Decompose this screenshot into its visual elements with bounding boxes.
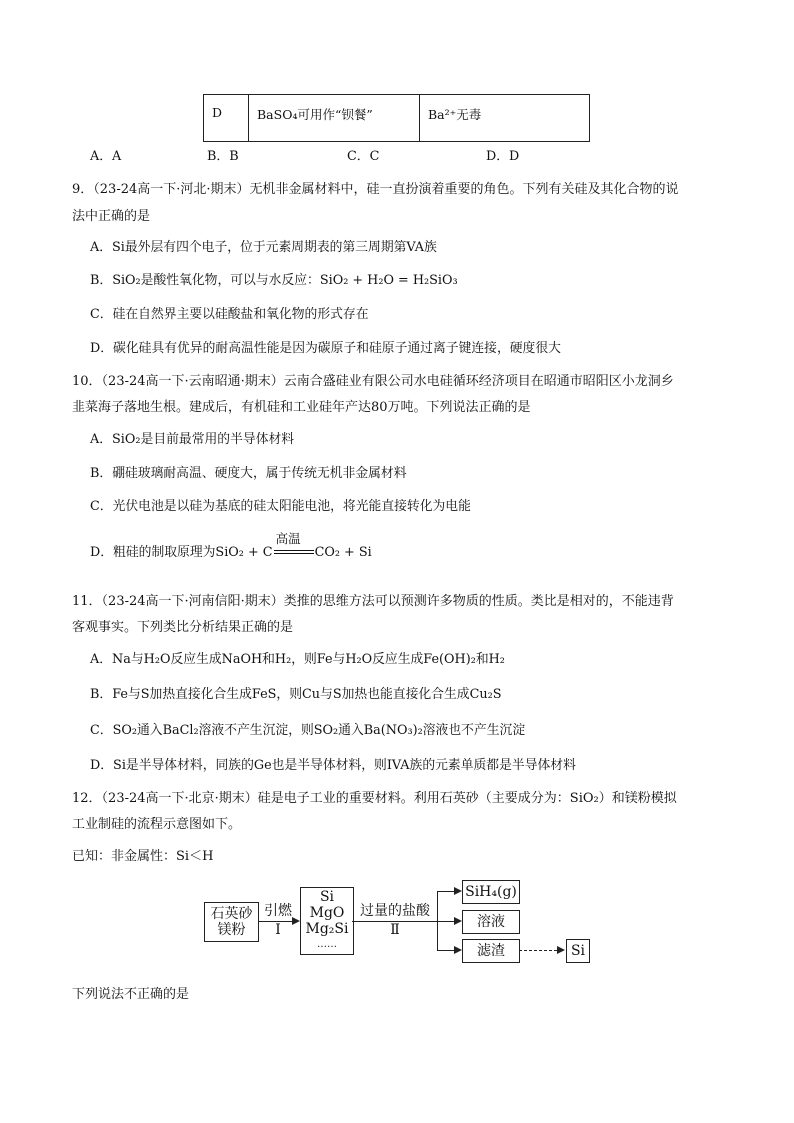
mixture-mgo: MgO (309, 905, 345, 921)
question-9-stem-cont: 法中正确的是 (72, 209, 151, 224)
arrowhead (454, 946, 462, 954)
input-quartz-sand: 石英砂 (210, 906, 253, 922)
output-silane-box: SiH₄(g) (462, 880, 520, 904)
q10-option-b: B．硼硅玻璃耐高温、硬度大，属于传统无机非金属材料 (90, 466, 407, 481)
equation-right: CO₂ + Si (314, 545, 372, 560)
option-c: C．C (347, 149, 380, 164)
q10-option-c: C．光伏电池是以硅为基底的硅太阳能电池，将光能直接转化为电能 (90, 499, 471, 514)
q10-option-d (90, 530, 372, 560)
final-si-box: Si (566, 939, 590, 963)
question-10-stem: 10．（23-24高一下·云南昭通·期末）云南合盛硅业有限公司水电硅循环经济项目在昭通市昭阳区小龙洞乡 (72, 374, 674, 389)
q10-option-a: A．SiO₂是目前最常用的半导体材料 (90, 432, 295, 447)
equals-sign (274, 550, 314, 551)
equation-left: D．粗硅的制取原理为SiO₂ + C (90, 545, 273, 560)
condition-text: 高温 (275, 530, 301, 546)
mixture-ellipsis: …… (317, 939, 337, 950)
answer-table (203, 94, 590, 142)
reaction-condition (274, 530, 314, 560)
question-9-stem: 9．（23-24高一下·河北·期末）无机非金属材料中，硅一直扮演着重要的角色。下列有关硅及其化合物的说 (72, 182, 679, 197)
arrow-branch-2 (437, 921, 454, 922)
arrow-branch-3 (437, 950, 454, 951)
arrowhead (454, 887, 462, 895)
equals-sign (274, 553, 314, 554)
product-mixture-box (300, 887, 354, 955)
input-box (204, 902, 259, 942)
question-11-stem: 11．（23-24高一下·河南信阳·期末）类推的思维方法可以预测许多物质的性质。类比是相对的，不能违背 (72, 594, 674, 609)
q9-option-a: A．Si最外层有四个电子，位于元素周期表的第三周期第VA族 (90, 240, 437, 255)
output-residue-box: 滤渣 (462, 939, 520, 963)
table-cell: D (204, 95, 249, 142)
mixture-mg2si: Mg₂Si (305, 921, 349, 937)
q11-option-a: A．Na与H₂O反应生成NaOH和H₂，则Fe与H₂O反应生成Fe(OH)₂和H₂ (90, 652, 505, 667)
question-12-stem: 12．（23-24高一下·北京·期末）硅是电子工业的重要材料。利用石英砂（主要成分为：SiO₂）和镁粉模拟 (72, 791, 677, 806)
option-b: B．B (207, 149, 239, 164)
q11-option-d: D．Si是半导体材料，同族的Ge也是半导体材料，则IVA族的元素单质都是半导体材料 (90, 758, 576, 773)
q11-option-c: C．SO₂通入BaCl₂溶液不产生沉淀，则SO₂通入Ba(NO₃)₂溶液也不产生沉淀 (90, 723, 526, 738)
question-10-stem-cont: 韭菜海子落地生根。建成后，有机硅和工业硅年产达80万吨。下列说法正确的是 (72, 400, 531, 415)
dashed-arrow (519, 950, 557, 951)
q9-option-c: C．硅在自然界主要以硅酸盐和氧化物的形式存在 (90, 307, 369, 322)
question-11-stem-cont: 客观事实。下列类比分析结果正确的是 (72, 620, 294, 635)
arrowhead (454, 917, 462, 925)
input-magnesium-powder: 镁粉 (217, 922, 246, 938)
table-row (204, 95, 590, 142)
table-cell: Ba²⁺无毒 (420, 95, 590, 142)
step1-number: Ⅰ (275, 922, 281, 938)
question-12-prompt: 下列说法不正确的是 (72, 987, 190, 1002)
q11-option-b: B．Fe与S加热直接化合生成FeS，则Cu与S加热也能直接化合生成Cu₂S (90, 687, 502, 702)
step2-number: Ⅱ (390, 922, 400, 938)
step2-label: 过量的盐酸 (360, 903, 430, 919)
q9-option-d: D．碳化硅具有优异的耐高温性能是因为碳原子和硅原子通过离子键连接，硬度很大 (90, 341, 561, 356)
mixture-si: Si (319, 889, 335, 905)
table-cell: BaSO₄可用作“钡餐” (249, 95, 420, 142)
option-d: D．D (486, 149, 520, 164)
arrowhead (557, 946, 565, 954)
known-condition: 已知：非金属性：Si＜H (72, 849, 214, 864)
step1-label: 引燃 (264, 903, 292, 919)
question-12-stem-cont: 工业制硅的流程示意图如下。 (72, 817, 242, 832)
arrow-branch-1 (437, 891, 454, 892)
option-a: A．A (90, 149, 122, 164)
q9-option-b: B．SiO₂是酸性氧化物，可以与水反应：SiO₂ + H₂O = H₂SiO₃ (90, 273, 458, 288)
output-solution-box: 溶液 (462, 910, 520, 934)
